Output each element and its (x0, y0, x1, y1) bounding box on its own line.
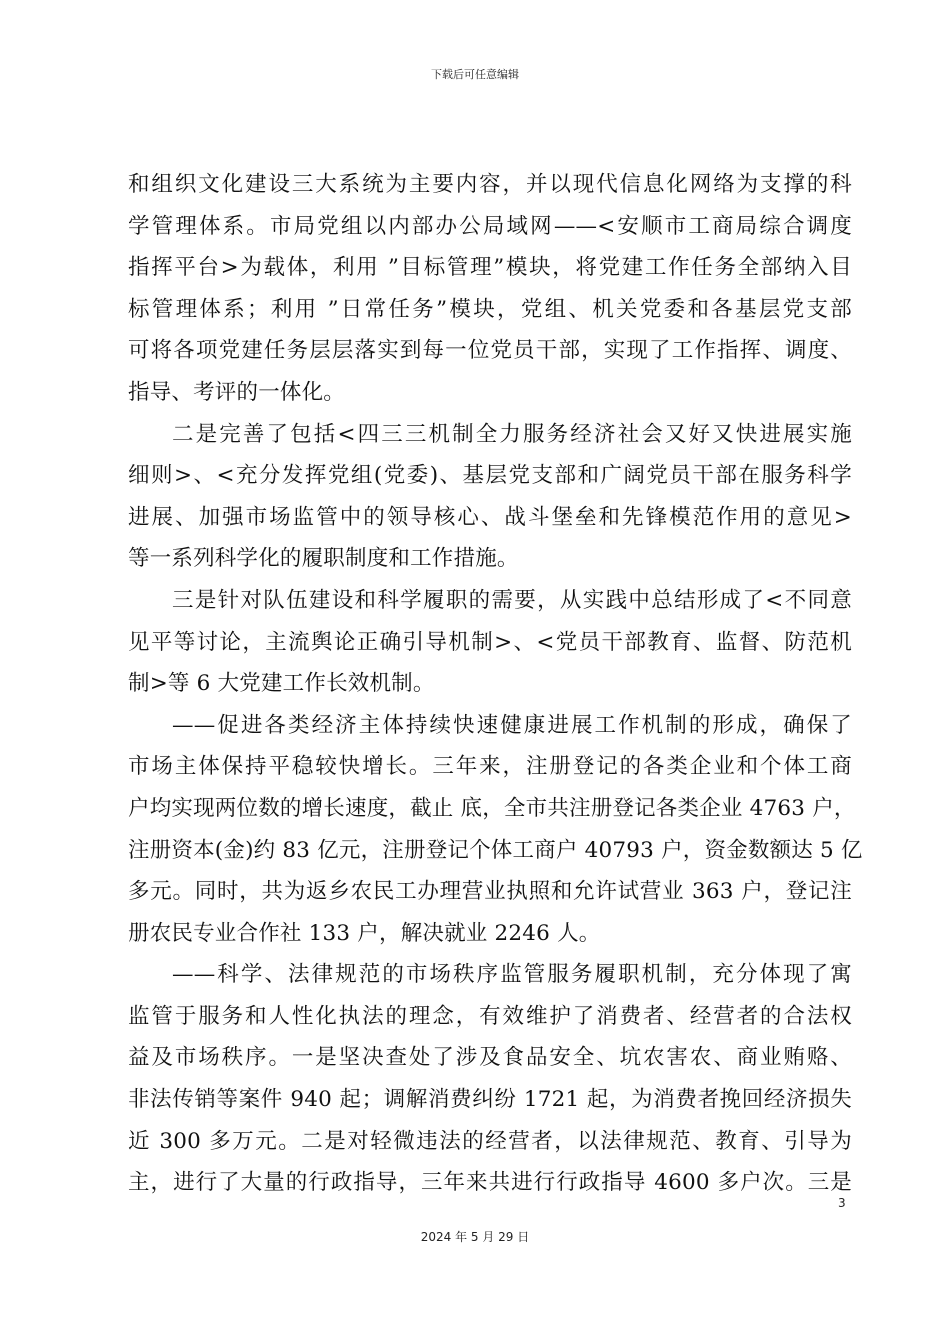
text-line: ——促进各类经济主体持续快速健康进展工作机制的形成，确保了 (172, 712, 852, 738)
text-line: 进展、加强市场监管中的领导核心、战斗堡垒和先锋模范作用的意见> (128, 504, 852, 530)
text-line: 制>等 6 大党建工作长效机制。 (128, 671, 435, 697)
text-line: 户均实现两位数的增长速度，截止 底，全市共注册登记各类企业 4763 户， (128, 795, 856, 821)
text-line: 监管于服务和人性化执法的理念，有效维护了消费者、经营者的合法权 (128, 1003, 852, 1029)
text-line: 标管理体系；利用 ”日常任务”模块，党组、机关党委和各基层党支部 (128, 296, 852, 322)
text-line: 三是针对队伍建设和科学履职的需要，从实践中总结形成了<不同意 (172, 587, 852, 613)
text-line: 近 300 多万元。二是对轻微违法的经营者，以法律规范、教育、引导为 (128, 1128, 852, 1154)
text-line: 指导、考评的一体化。 (128, 379, 346, 405)
text-line: 可将各项党建任务层层落实到每一位党员干部，实现了工作指挥、调度、 (128, 338, 852, 364)
text-line: 多元。同时，共为返乡农民工办理营业执照和允许试营业 363 户，登记注 (128, 879, 852, 905)
page-header: 下载后可任意编辑 (431, 68, 519, 81)
text-line: 指挥平台>为载体，利用 ”目标管理”模块，将党建工作任务全部纳入目 (128, 255, 852, 281)
text-line: 市场主体保持平稳较快增长。三年来，注册登记的各类企业和个体工商 (128, 754, 852, 780)
text-line: 等一系列科学化的履职制度和工作措施。 (128, 546, 519, 572)
text-line: 注册资本(金)约 83 亿元，注册登记个体工商户 40793 户，资金数额达 5 亿 (128, 837, 863, 863)
text-line: 细则>、<充分发挥党组(党委)、基层党支部和广阔党员干部在服务科学 (128, 463, 852, 489)
text-line: 见平等讨论，主流舆论正确引导机制>、<党员干部教育、监督、防范机 (128, 629, 852, 655)
text-line: 学管理体系。市局党组以内部办公局域网——<安顺市工商局综合调度 (128, 213, 852, 239)
document-body (128, 164, 863, 1204)
text-line: 益及市场秩序。一是坚决查处了涉及食品安全、坑农害农、商业贿赂、 (128, 1045, 852, 1071)
text-line: ——科学、法律规范的市场秩序监管服务履职机制，充分体现了寓 (172, 962, 852, 988)
page-footer-date: 2024 年 5 月 29 日 (420, 1230, 530, 1244)
text-line: 二是完善了包括<四三三机制全力服务经济社会又好又快进展实施 (172, 421, 852, 447)
text-line: 和组织文化建设三大系统为主要内容，并以现代信息化网络为支撑的科 (128, 172, 852, 197)
page-number: 3 (838, 1196, 846, 1210)
text-line: 非法传销等案件 940 起；调解消费纠纷 1721 起，为消费者挽回经济损失 (128, 1087, 852, 1113)
text-line: 册农民专业合作社 133 户，解决就业 2246 人。 (128, 920, 601, 946)
text-line: 主，进行了大量的行政指导，三年来共进行行政指导 4600 多户次。三是 (128, 1170, 852, 1196)
